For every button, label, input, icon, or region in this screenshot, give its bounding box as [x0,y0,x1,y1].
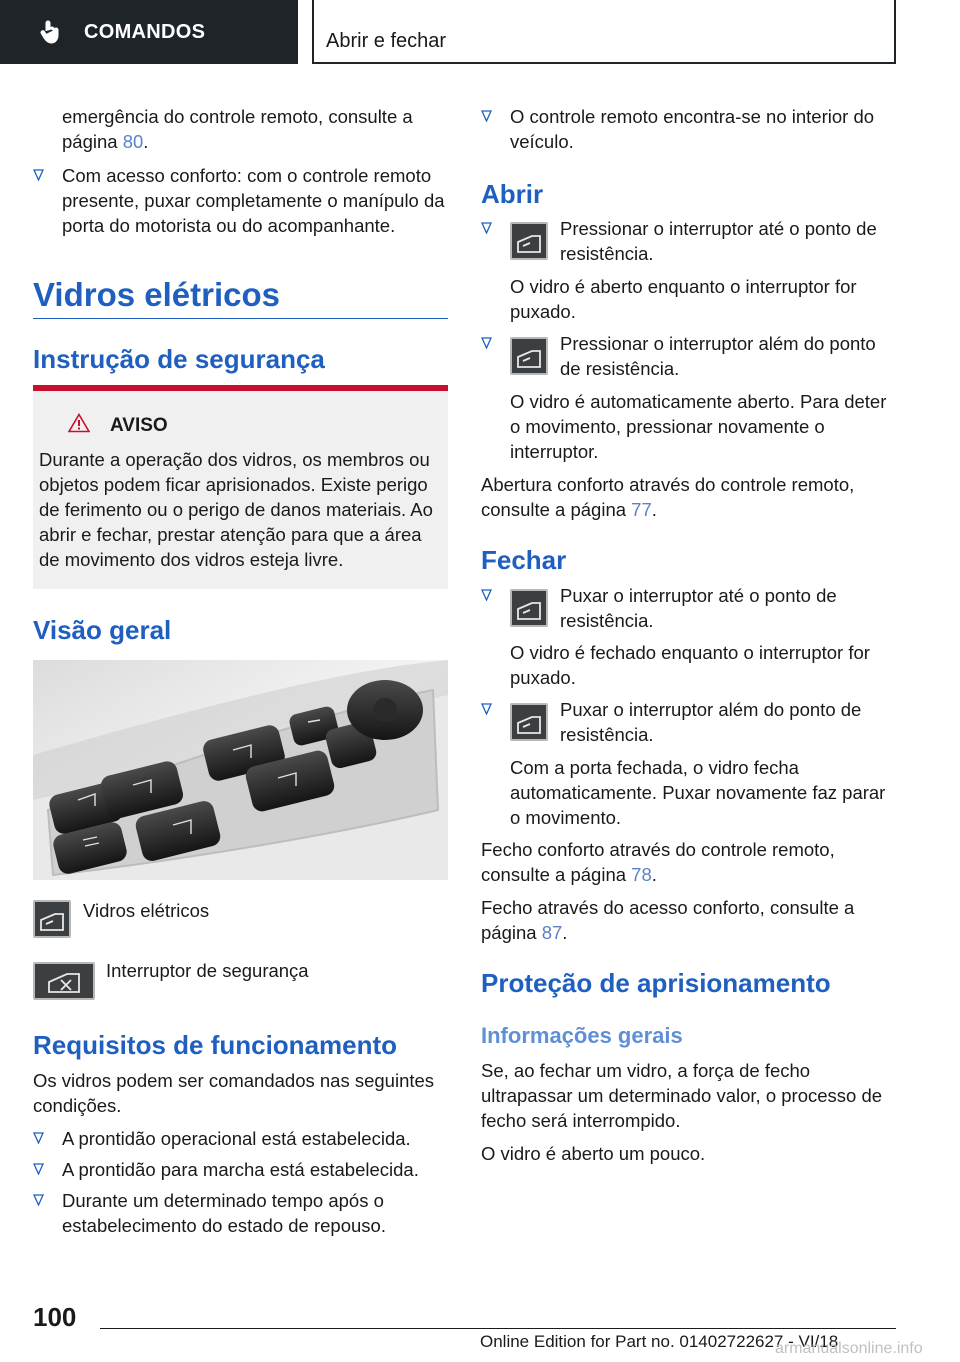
bullet-triangle-icon [481,337,492,349]
info-paragraph: O vidro é aberto um pouco. [481,1143,706,1164]
bullet-triangle-icon [481,703,492,715]
heading-rule [33,318,448,319]
bullet-triangle-icon [481,110,492,122]
footer-edition: Online Edition for Part no. 01402722627 - VI/18 [480,1332,839,1351]
page-link-78[interactable]: 78 [631,864,652,885]
page-link-80[interactable]: 80 [122,131,144,152]
bullet-triangle-icon [33,1132,44,1144]
step-result: O vidro é fechado enquanto o interruptor for puxado. [510,642,870,688]
header-chapter-title: Abrir e fechar [326,30,447,52]
icon-legend-label: Vidros elétricos [83,900,210,921]
bullet-triangle-icon [33,169,44,181]
step-result: O vidro é aberto enquanto o interruptor for puxado. [510,276,857,322]
window-switch-icon [510,337,548,375]
warning-text: Durante a operação dos vidros, os membros ou objetos podem ficar aprisionados. Existe perigo de ferimento ou o perigo de danos materiais. Ao abrir e fechar, prestar atenção para que a área de movimento dos vidros esteja livre. [39,449,433,570]
bullet-triangle-icon [481,222,492,234]
window-switch-panel-photo [33,660,448,880]
step-text: Pressionar o interruptor além do ponto de resistência. [560,333,876,379]
step-result: Com a porta fechada, o vidro fecha automaticamente. Puxar novamente faz parar o movimento. [510,757,886,828]
bullet-triangle-icon [481,589,492,601]
heading-abrir: Abrir [481,179,544,209]
heading-requisitos: Requisitos de funcionamento [33,1030,398,1060]
requisitos-intro: Os vidros podem ser comandados nas seguintes condições. [33,1070,435,1116]
list-item-text: Com acesso conforto: com o controle remoto presente, puxar completamente o manípulo da porta do motorista ou do acompanhante. [62,165,445,236]
continued-paragraph [62,104,448,154]
heading-fechar: Fechar [481,545,567,575]
bullet-triangle-icon [33,1194,44,1206]
safety-switch-icon [33,962,95,1000]
heading-protecao: Proteção de aprisionamento [481,968,831,998]
window-switch-icon [510,222,548,260]
heading-vidros-eletricos: Vidros elétricos [33,276,281,313]
abrir-remote-paragraph [481,472,899,522]
paragraph-text: Fecho através do acesso conforto, consulte a página [481,897,855,943]
info-paragraph: Se, ao fechar um vidro, a força de fecho ultrapassar um determinado valor, o processo de fecho será interrompido. [481,1060,883,1131]
bullet-triangle-icon [33,1163,44,1175]
hand-touch-icon [38,19,64,45]
fechar-comfort-paragraph [481,895,899,945]
continued-line: emergência do controle remoto, consulte a [62,106,413,127]
period: . [651,499,657,520]
header-section-tab [0,0,298,64]
window-switch-icon [33,900,71,938]
page-link-77[interactable]: 77 [631,499,652,520]
step-text: Pressionar o interruptor até o ponto de resistência. [560,218,877,264]
page-link-87[interactable]: 87 [541,922,563,943]
header-section-title: COMANDOS [84,20,206,43]
window-switch-icon [510,589,548,627]
warning-box [33,385,448,589]
paragraph-text: Abertura conforto através do controle remoto, consulte a página [481,474,855,520]
heading-instrucao-seguranca: Instrução de segurança [33,344,325,374]
list-item-text: A prontidão operacional está estabelecida. [62,1128,411,1149]
window-switch-icon [510,703,548,741]
step-result: O vidro é automaticamente aberto. Para deter o movimento, pressionar novamente o interruptor. [510,391,887,462]
period: . [651,864,657,885]
icon-legend-label: Interruptor de segurança [106,960,309,981]
list-item-text: Durante um determinado tempo após o estabelecimento do estado de repouso. [62,1190,386,1236]
step-text: Puxar o interruptor além do ponto de resistência. [560,699,862,745]
heading-visao-geral: Visão geral [33,615,172,645]
footer-rule [100,1328,896,1329]
paragraph-text: Fecho conforto através do controle remoto, consulte a página [481,839,835,885]
continued-line-2: página [62,131,123,152]
period: . [143,131,149,152]
heading-informacoes-gerais: Informações gerais [481,1023,683,1048]
page-number: 100 [33,1302,77,1332]
warning-title: AVISO [110,415,168,436]
header-chapter-box [312,0,896,64]
period: . [562,922,568,943]
list-item-text: O controle remoto encontra-se no interior do veículo. [510,106,875,152]
warning-triangle-icon [68,413,90,433]
step-text: Puxar o interruptor até o ponto de resistência. [560,585,837,631]
list-item-text: A prontidão para marcha está estabelecida. [62,1159,419,1180]
watermark: armanualsonline.info [775,1340,923,1357]
fechar-remote-paragraph [481,837,899,887]
